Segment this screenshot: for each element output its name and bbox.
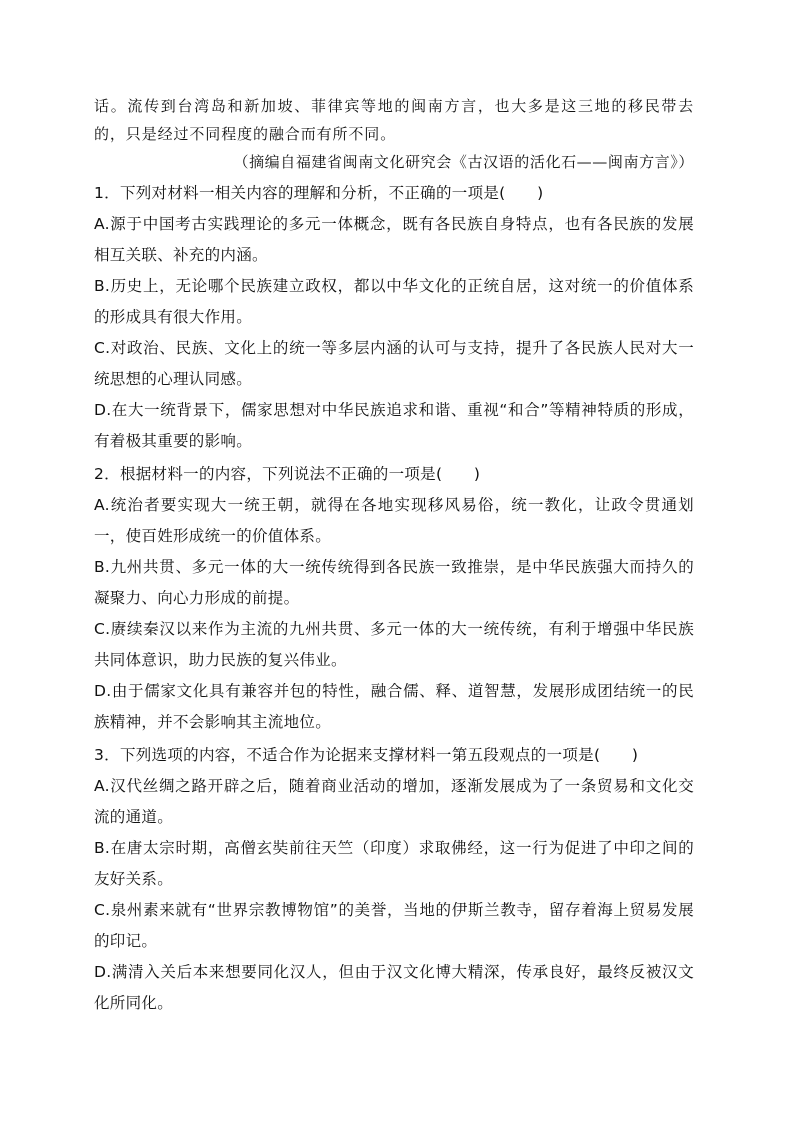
passage-source: （摘编自福建省闽南文化研究会《古汉语的活化石——闽南方言》） <box>233 153 694 171</box>
option-a: A.源于中国考古实践理论的多元一体概念，既有各民族自身特点，也有各民族的发展相互关联、补充的内涵。 <box>94 215 694 264</box>
option-d: D.满清入关后本来想要同化汉人，但由于汉文化博大精深，传承良好，最终反被汉文化所同化。 <box>94 963 694 1012</box>
question-stem: 2．根据材料一的内容，下列说法不正确的一项是( ) <box>94 465 481 483</box>
question-1 <box>94 178 694 457</box>
question-2 <box>94 459 694 738</box>
option-a: A.统治者要实现大一统王朝，就得在各地实现移风易俗，统一教化，让政令贯通划一，使百姓形成统一的价值体系。 <box>94 496 694 545</box>
option-b: B.在唐太宗时期，高僧玄奘前往天竺（印度）求取佛经，这一行为促进了中印之间的友好关系。 <box>94 839 694 888</box>
option-c: C.赓续秦汉以来作为主流的九州共贯、多元一体的大一统传统，有利于增强中华民族共同体意识，助力民族的复兴伟业。 <box>94 620 694 669</box>
option-b: B.九州共贯、多元一体的大一统传统得到各民族一致推崇，是中华民族强大而持久的凝聚力、向心力形成的前提。 <box>94 558 694 607</box>
question-stem: 3．下列选项的内容，不适合作为论据来支撑材料一第五段观点的一项是( ) <box>94 746 639 764</box>
option-d: D.由于儒家文化具有兼容并包的特性，融合儒、释、道智慧，发展形成团结统一的民族精神，并不会影响其主流地位。 <box>94 682 694 731</box>
option-b: B.历史上，无论哪个民族建立政权，都以中华文化的正统自居，这对统一的价值体系的形成具有很大作用。 <box>94 277 694 326</box>
option-c: C.对政治、民族、文化上的统一等多层内涵的认可与支持，提升了各民族人民对大一统思想的心理认同感。 <box>94 339 694 388</box>
question-stem: 1．下列对材料一相关内容的理解和分析，不正确的一项是( ) <box>94 184 544 202</box>
passage-paragraph: 话。流传到台湾岛和新加坡、菲律宾等地的闽南方言，也大多是这三地的移民带去的，只是经过不同程度的融合而有所不同。 <box>94 97 694 143</box>
question-3 <box>94 740 694 1019</box>
document-page <box>94 92 694 1019</box>
option-d: D.在大一统背景下，儒家思想对中华民族追求和谐、重视“和合”等精神特质的形成，有着极其重要的影响。 <box>94 401 694 450</box>
option-c: C.泉州素来就有“世界宗教博物馆”的美誉，当地的伊斯兰教寺，留存着海上贸易发展的印记。 <box>94 901 694 950</box>
option-a: A.汉代丝绸之路开辟之后，随着商业活动的增加，逐渐发展成为了一条贸易和文化交流的通道。 <box>94 777 694 826</box>
